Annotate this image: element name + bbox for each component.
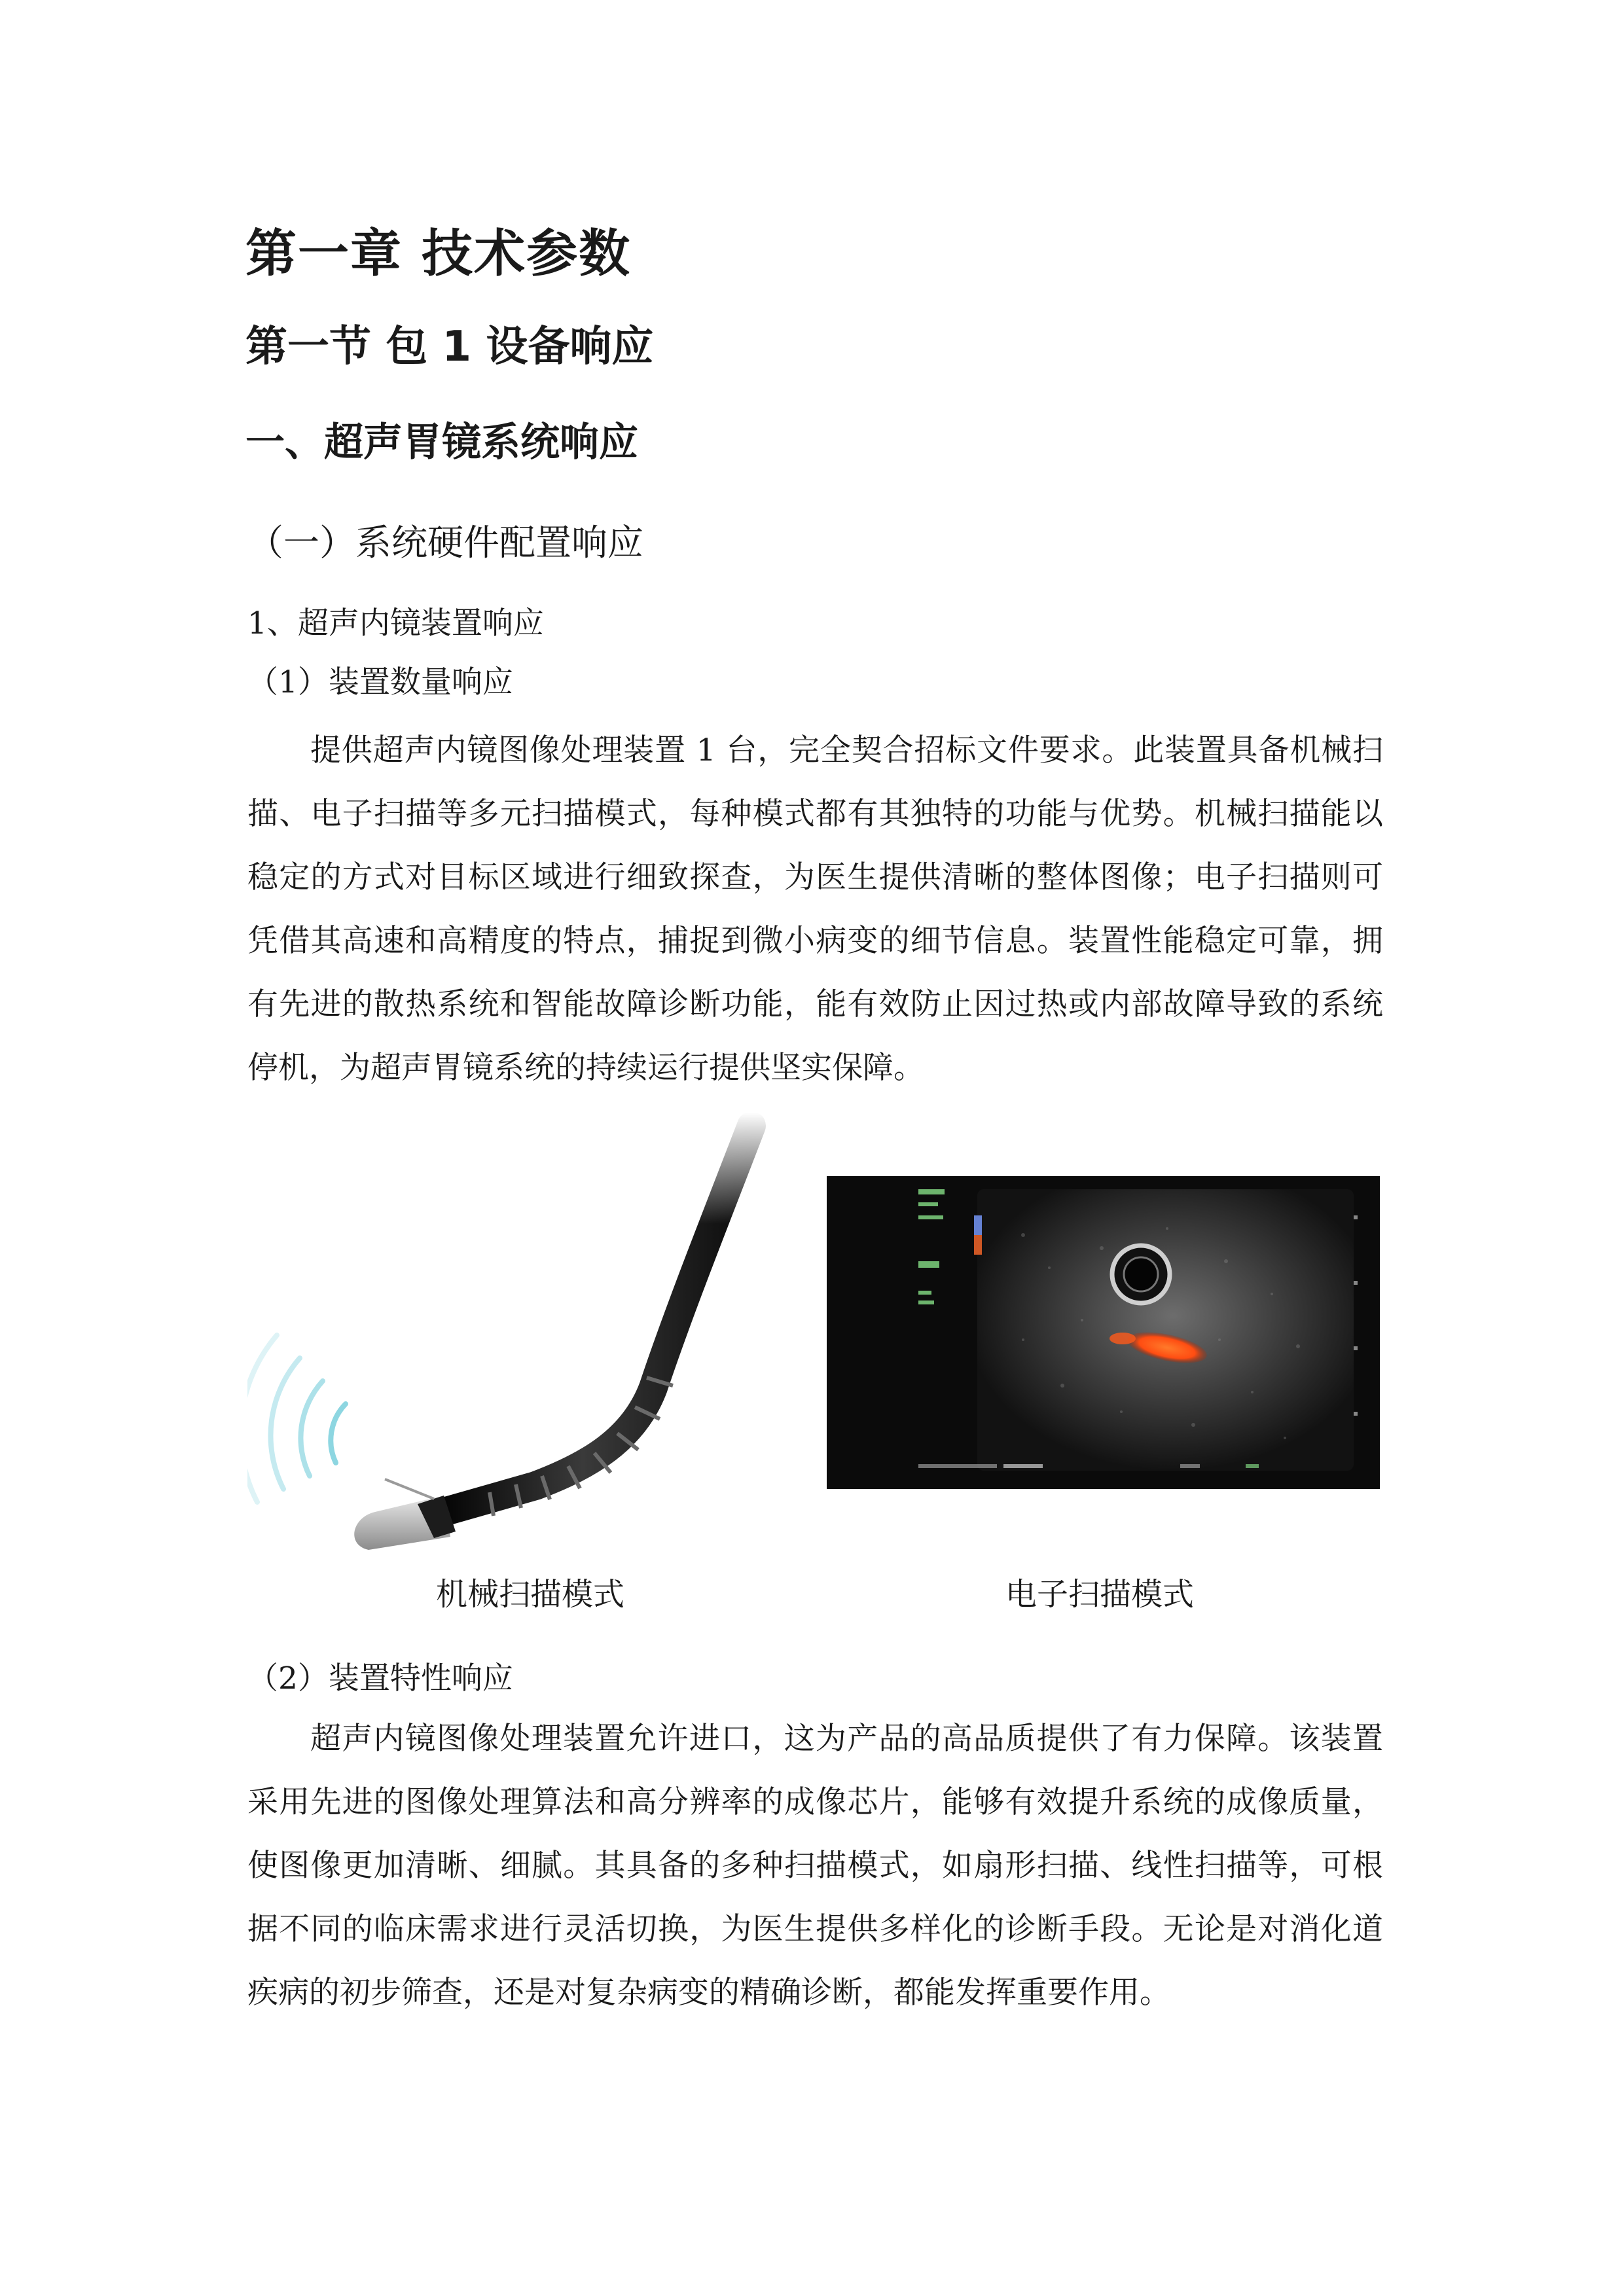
left-figure-caption: 机械扫描模式 — [435, 1576, 624, 1613]
item1-title: （1）装置数量响应 — [247, 664, 513, 700]
subsection-title: 一、超声胃镜系统响应 — [245, 420, 638, 465]
item1-paragraph: 提供超声内镜图像处理装置 1 台，完全契合招标文件要求。此装置具备机械扫描、电子扫描等多元扫描模式，每种模式都有其独特的功能与优势。机械扫描能以稳定的方式对目标区域进行细致探查，为医生提供清晰的整体图像；电子扫描则可凭借其高速和高精度的特点，捕捉到微小病变的细节信息。装置性能稳定可靠，拥有先进的散热系统和智能故障诊断功能，能有效防止因过热或内部故障导致的系统停机，为超声胃镜系统的持续运行提供坚实保障。 — [247, 732, 1383, 1086]
mechanical-probe-image — [247, 1113, 823, 1558]
section-title: 第一节 包 1 设备响应 — [245, 323, 654, 371]
item2-title: （2）装置特性响应 — [247, 1660, 513, 1696]
item2-paragraph: 超声内镜图像处理装置允许进口，这为产品的高品质提供了有力保障。该装置采用先进的图像处理算法和高分辨率的成像芯片，能够有效提升系统的成像质量，使图像更加清晰、细腻。其具备的多种扫描模式，如扇形扫描、线性扫描等，可根据不同的临床需求进行灵活切换，为医生提供多样化的诊断手段。无论是对消化道疾病的初步筛查，还是对复杂病变的精确诊断，都能发挥重要作用。 — [247, 1721, 1383, 2011]
item-title: 1、超声内镜装置响应 — [247, 605, 544, 641]
subsubsection-title: （一）系统硬件配置响应 — [247, 522, 644, 564]
right-figure-caption: 电子扫描模式 — [1005, 1576, 1194, 1613]
electronic-scan-ultrasound-image — [827, 1176, 1380, 1489]
chapter-title: 第一章 技术参数 — [245, 224, 632, 283]
